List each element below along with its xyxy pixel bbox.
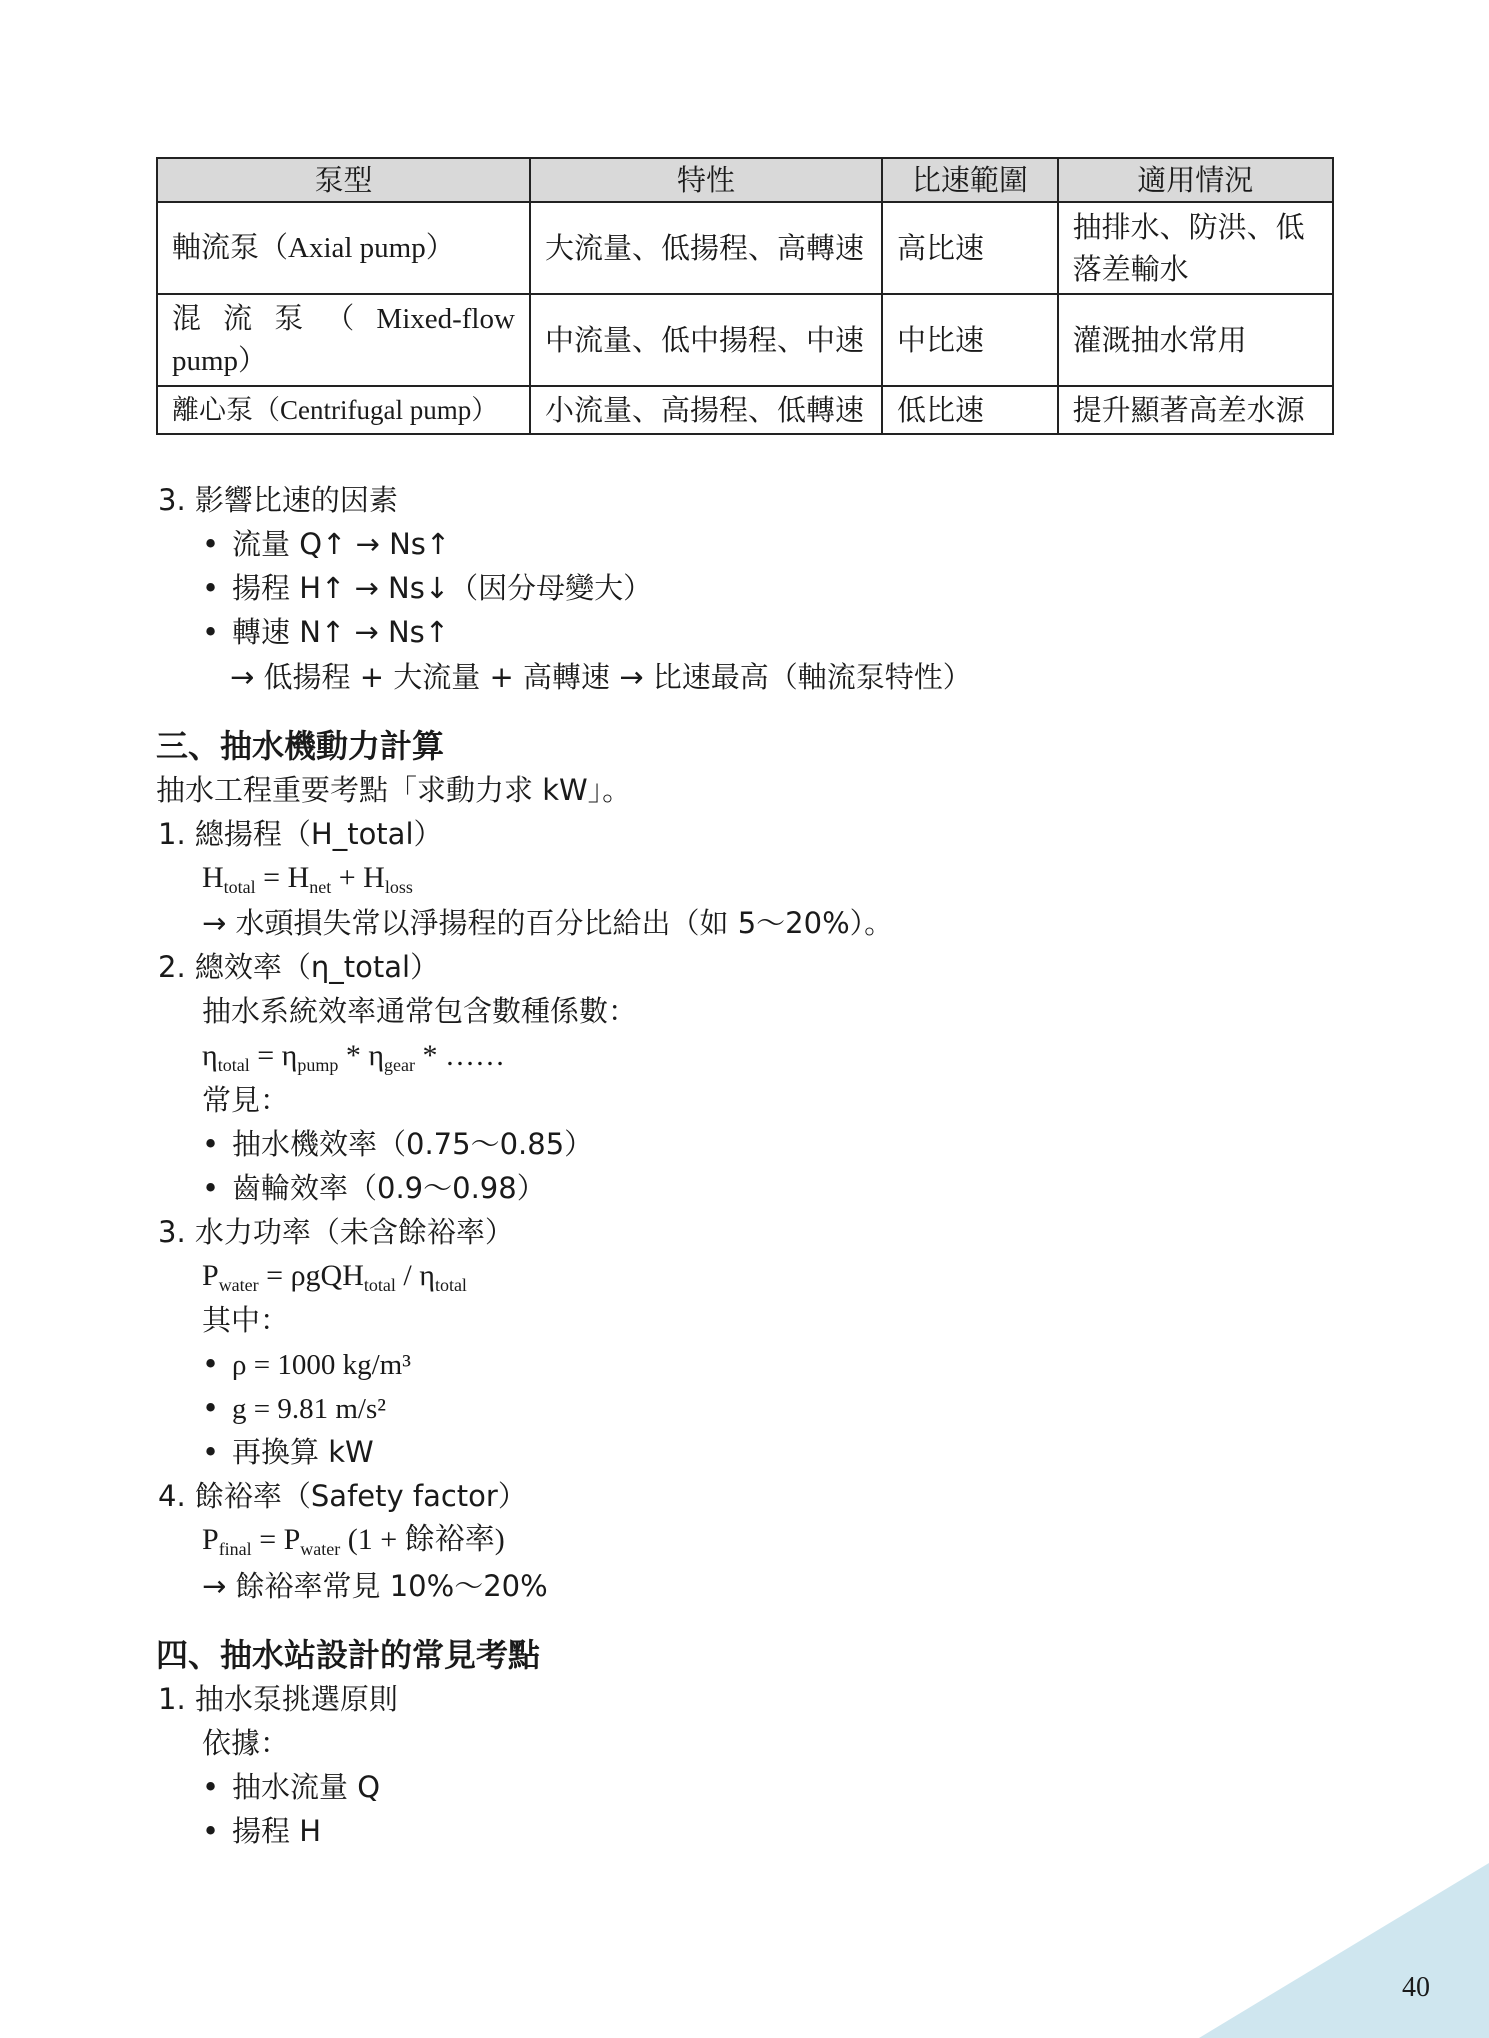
item-note: → 水頭損失常以淨揚程的百分比給出（如 5～20%）。 (202, 906, 894, 940)
item-title: 3. 水力功率（未含餘裕率） (158, 1215, 514, 1249)
item-desc: 常見： (202, 1083, 290, 1117)
table-cell: 低比速 (882, 386, 1058, 434)
formula-water-power: $P_{water} = \rho gQH_{total} / \eta_{total}$ (202, 1259, 467, 1295)
section-heading: 四、抽水站設計的常見考點 (156, 1636, 541, 1674)
formula-total-efficiency: $\eta_{total} = \eta_{pump} * \eta_{gear}$ * …… (202, 1039, 506, 1075)
list-item: • ρ = 1000 kg/m³ (202, 1347, 411, 1381)
table-cell: 中比速 (882, 294, 1058, 386)
table-cell: 離心泵（Centrifugal pump） (157, 386, 530, 434)
table-cell: 灌溉抽水常用 (1058, 294, 1333, 386)
item-desc: 其中： (202, 1303, 290, 1337)
table-header-cell: 泵型 (157, 158, 530, 202)
item-desc: 依據： (202, 1726, 290, 1760)
table-cell: 中流量、低中揚程、中速 (530, 294, 882, 386)
table-row (157, 386, 1333, 434)
item-title: 1. 抽水泵挑選原則 (158, 1682, 398, 1716)
list-item: • 流量 Q↑ → Ns↑ (202, 527, 451, 561)
table-header-cell: 特性 (530, 158, 882, 202)
table-header-cell: 比速範圍 (882, 158, 1058, 202)
factors-conclusion: → 低揚程 + 大流量 + 高轉速 → 比速最高（軸流泵特性） (230, 660, 972, 694)
list-item: • 再換算 kW (202, 1435, 374, 1469)
pump-type-table (156, 157, 1334, 435)
table-cell: 抽排水、防洪、低落差輸水 (1058, 202, 1333, 294)
item-title: 4. 餘裕率（Safety factor） (158, 1479, 527, 1513)
item-title: 2. 總效率（η_total） (158, 950, 440, 984)
table-cell: 高比速 (882, 202, 1058, 294)
corner-decoration (1199, 1863, 1489, 2038)
item-note: → 餘裕率常見 10%～20% (202, 1569, 548, 1603)
list-item: • 揚程 H (202, 1814, 322, 1848)
section-intro: 抽水工程重要考點「求動力求 kW」。 (156, 773, 632, 807)
formula-final-power: $P_{final} = P_{water}$ (1 + 餘裕率) (202, 1523, 505, 1559)
table-header-row (157, 158, 1333, 202)
item-desc: 抽水系統效率通常包含數種係數： (202, 994, 638, 1028)
list-item: • 抽水機效率（0.75～0.85） (202, 1127, 594, 1161)
formula-total-head: $H_{total} = H_{net} + H_{loss}$ (202, 861, 413, 897)
list-item: • 抽水流量 Q (202, 1770, 381, 1804)
table-cell: 小流量、高揚程、低轉速 (530, 386, 882, 434)
list-item: • 轉速 N↑ → Ns↑ (202, 615, 450, 649)
table-cell: 提升顯著高差水源 (1058, 386, 1333, 434)
item-title: 1. 總揚程（H_total） (158, 817, 443, 851)
section-heading: 三、抽水機動力計算 (156, 727, 445, 765)
table-row (157, 202, 1333, 294)
table-row (157, 294, 1333, 386)
table-cell: 大流量、低揚程、高轉速 (530, 202, 882, 294)
table-header-cell: 適用情況 (1058, 158, 1333, 202)
list-item: • 齒輪效率（0.9～0.98） (202, 1171, 546, 1205)
page-number: 40 (1402, 1972, 1430, 2003)
table-cell: 混 流 泵 （ Mixed-flow pump） (157, 294, 530, 386)
list-item: • g = 9.81 m/s² (202, 1391, 386, 1425)
list-item: • 揚程 H↑ → Ns↓（因分母變大） (202, 571, 653, 605)
factors-title: 3. 影響比速的因素 (158, 483, 398, 517)
table-cell: 軸流泵（Axial pump） (157, 202, 530, 294)
